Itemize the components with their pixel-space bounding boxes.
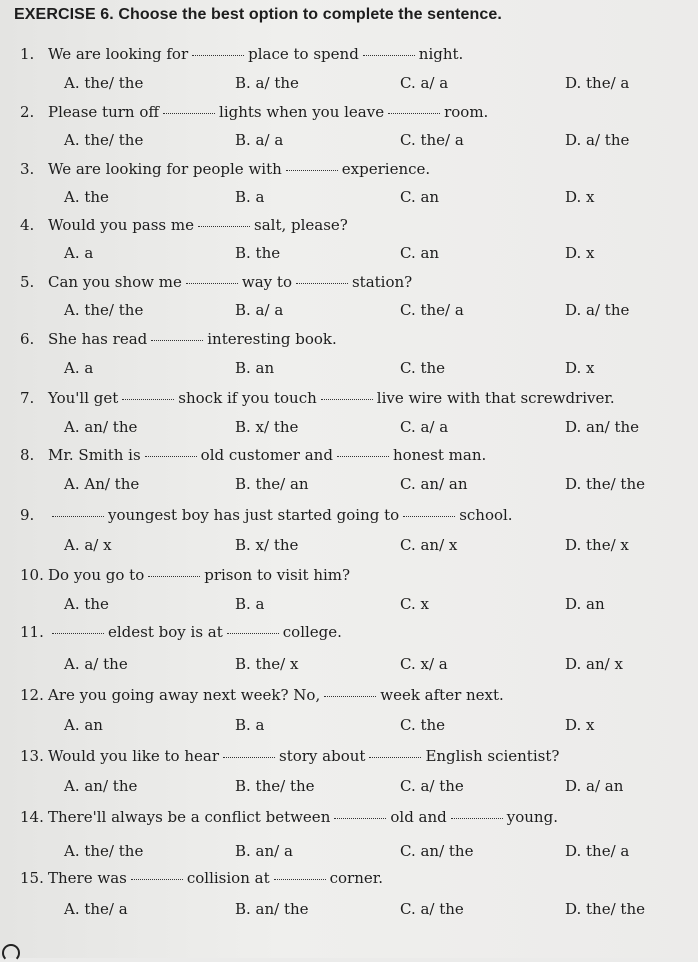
question-4: [20, 216, 348, 234]
option-c[interactable]: C. an: [400, 244, 440, 262]
question-text: English scientist?: [425, 747, 560, 765]
option-d[interactable]: D. an/ x: [565, 655, 623, 673]
question-7: [20, 389, 615, 407]
answer-blank[interactable]: [198, 224, 250, 227]
question-number: 14.: [20, 808, 44, 826]
answer-blank[interactable]: [369, 755, 421, 758]
exercise-title: EXERCISE 6. Choose the best option to complete the sentence.: [14, 6, 502, 23]
question-number: 15.: [20, 869, 44, 887]
question-5: [20, 273, 412, 291]
option-a[interactable]: A. an/ the: [64, 418, 138, 436]
question-14: [20, 808, 558, 826]
option-b[interactable]: B. the: [235, 244, 281, 262]
option-d[interactable]: D. the/ x: [565, 536, 629, 554]
option-d[interactable]: D. x: [565, 244, 595, 262]
option-d[interactable]: D. a/ the: [565, 301, 630, 319]
question-text: honest man.: [392, 446, 487, 464]
question-text: room.: [444, 103, 489, 121]
option-a[interactable]: A. a/ the: [64, 655, 128, 673]
question-text: Do you go to: [48, 566, 145, 584]
option-a[interactable]: A. a: [64, 244, 94, 262]
answer-blank[interactable]: [122, 397, 174, 400]
option-d[interactable]: D. a/ an: [565, 777, 624, 795]
option-d[interactable]: D. x: [565, 716, 595, 734]
question-number: 13.: [20, 747, 44, 765]
question-text: Please turn off: [48, 103, 160, 121]
question-text: collision at: [186, 869, 270, 887]
option-c[interactable]: C. a/ a: [400, 74, 449, 92]
option-b[interactable]: B. the/ an: [235, 475, 309, 493]
question-text: Would you pass me: [48, 216, 195, 234]
question-text: salt, please?: [254, 216, 348, 234]
question-text: interesting book.: [207, 330, 337, 348]
question-text: shock if you touch: [178, 389, 317, 407]
option-c[interactable]: C. x/ a: [400, 655, 448, 673]
option-d[interactable]: D. a/ the: [565, 131, 630, 149]
question-text: There was: [48, 869, 127, 887]
question-text: lights when you leave: [219, 103, 385, 121]
answer-blank[interactable]: [52, 631, 104, 634]
option-b[interactable]: B. a/ a: [235, 301, 284, 319]
question-8: [20, 446, 486, 464]
question-11: [20, 623, 342, 641]
answer-blank[interactable]: [363, 53, 415, 56]
option-c[interactable]: C. the/ a: [400, 301, 464, 319]
option-c[interactable]: C. a/ a: [400, 418, 449, 436]
answer-blank[interactable]: [274, 877, 326, 880]
question-text: story about: [279, 747, 366, 765]
answer-blank[interactable]: [163, 111, 215, 114]
option-c[interactable]: C. x: [400, 595, 429, 613]
option-c[interactable]: C. an/ an: [400, 475, 468, 493]
option-d[interactable]: D. the/ a: [565, 842, 630, 860]
option-d[interactable]: D. an: [565, 595, 605, 613]
question-2: [20, 103, 488, 121]
option-a[interactable]: A. An/ the: [64, 475, 140, 493]
option-a[interactable]: A. an/ the: [64, 777, 138, 795]
answer-blank[interactable]: [337, 454, 389, 457]
question-text: school.: [459, 506, 513, 524]
answer-blank[interactable]: [296, 281, 348, 284]
question-number: 5.: [20, 273, 35, 291]
question-9: [20, 506, 513, 524]
option-b[interactable]: B. the/ the: [235, 777, 315, 795]
option-b[interactable]: B. a: [235, 188, 265, 206]
answer-blank[interactable]: [324, 694, 376, 697]
option-b[interactable]: B. an/ the: [235, 900, 309, 918]
answer-blank[interactable]: [148, 574, 200, 577]
answer-blank[interactable]: [227, 631, 279, 634]
option-d[interactable]: D. x: [565, 359, 595, 377]
option-a[interactable]: A. a: [64, 359, 94, 377]
question-number: 1.: [20, 45, 35, 63]
answer-blank[interactable]: [334, 816, 386, 819]
question-text: place to spend: [248, 45, 359, 63]
question-text: prison to visit him?: [204, 566, 351, 584]
option-a[interactable]: A. the/ the: [64, 842, 144, 860]
question-text: There'll always be a conflict between: [48, 808, 331, 826]
option-a[interactable]: A. the/ the: [64, 301, 144, 319]
question-text: old customer and: [200, 446, 333, 464]
option-a[interactable]: A. an: [64, 716, 103, 734]
option-d[interactable]: D. the/ the: [565, 475, 645, 493]
question-text: We are looking for: [48, 45, 189, 63]
option-b[interactable]: B. a: [235, 595, 265, 613]
answer-blank[interactable]: [192, 53, 244, 56]
question-12: [20, 686, 504, 704]
question-text: week after next.: [380, 686, 504, 704]
answer-blank[interactable]: [186, 281, 238, 284]
question-number: 3.: [20, 160, 35, 178]
answer-blank[interactable]: [131, 877, 183, 880]
option-a[interactable]: A. the: [64, 595, 109, 613]
question-number: 8.: [20, 446, 35, 464]
option-c[interactable]: C. a/ the: [400, 777, 464, 795]
question-text: She has read: [48, 330, 148, 348]
option-c[interactable]: C. an/ x: [400, 536, 458, 554]
option-a[interactable]: A. the/ a: [64, 900, 128, 918]
option-c[interactable]: C. the: [400, 359, 446, 377]
question-text: night.: [418, 45, 464, 63]
option-a[interactable]: A. the/ the: [64, 74, 144, 92]
option-b[interactable]: B. x/ the: [235, 536, 299, 554]
answer-blank[interactable]: [223, 755, 275, 758]
question-text: eldest boy is at: [108, 623, 223, 641]
question-number: 11.: [20, 623, 44, 641]
option-b[interactable]: B. a: [235, 716, 265, 734]
question-number: 4.: [20, 216, 35, 234]
answer-blank[interactable]: [403, 514, 455, 517]
question-text: youngest boy has just started going to: [108, 506, 400, 524]
question-text: Are you going away next week? No,: [48, 686, 321, 704]
question-15: [20, 869, 383, 887]
option-c[interactable]: C. an/ the: [400, 842, 474, 860]
question-number: 6.: [20, 330, 35, 348]
question-text: Would you like to hear: [48, 747, 219, 765]
question-number: 10.: [20, 566, 44, 584]
question-text: experience.: [341, 160, 431, 178]
question-text: Can you show me: [48, 273, 182, 291]
question-3: [20, 160, 430, 178]
answer-blank[interactable]: [145, 454, 197, 457]
option-a[interactable]: A. the/ the: [64, 131, 144, 149]
option-c[interactable]: C. a/ the: [400, 900, 464, 918]
answer-blank[interactable]: [451, 816, 503, 819]
answer-blank[interactable]: [321, 397, 373, 400]
option-b[interactable]: B. a/ a: [235, 131, 284, 149]
question-number: 2.: [20, 103, 35, 121]
page-curl-mark: [2, 944, 20, 962]
question-number: 7.: [20, 389, 35, 407]
option-c[interactable]: C. the/ a: [400, 131, 464, 149]
question-text: live wire with that screwdriver.: [376, 389, 615, 407]
question-number: 9.: [20, 506, 35, 524]
answer-blank[interactable]: [388, 111, 440, 114]
option-a[interactable]: A. a/ x: [64, 536, 112, 554]
question-text: college.: [282, 623, 342, 641]
answer-blank[interactable]: [52, 514, 104, 517]
option-d[interactable]: D. x: [565, 188, 595, 206]
option-b[interactable]: B. an/ a: [235, 842, 293, 860]
question-text: You'll get: [48, 389, 119, 407]
option-d[interactable]: D. the/ the: [565, 900, 645, 918]
question-13: [20, 747, 559, 765]
question-text: We are looking for people with: [48, 160, 282, 178]
question-text: young.: [506, 808, 558, 826]
option-b[interactable]: B. the/ x: [235, 655, 299, 673]
option-b[interactable]: B. x/ the: [235, 418, 299, 436]
question-text: old and: [390, 808, 447, 826]
answer-blank[interactable]: [286, 168, 338, 171]
question-text: corner.: [329, 869, 384, 887]
question-6: [20, 330, 337, 348]
option-c[interactable]: C. an: [400, 188, 440, 206]
question-10: [20, 566, 350, 584]
question-number: 12.: [20, 686, 44, 704]
question-text: station?: [351, 273, 413, 291]
answer-blank[interactable]: [151, 338, 203, 341]
option-a[interactable]: A. the: [64, 188, 109, 206]
option-b[interactable]: B. an: [235, 359, 275, 377]
option-c[interactable]: C. the: [400, 716, 446, 734]
option-d[interactable]: D. the/ a: [565, 74, 630, 92]
question-text: way to: [241, 273, 292, 291]
option-b[interactable]: B. a/ the: [235, 74, 299, 92]
option-d[interactable]: D. an/ the: [565, 418, 640, 436]
question-1: [20, 45, 463, 63]
question-text: Mr. Smith is: [48, 446, 141, 464]
